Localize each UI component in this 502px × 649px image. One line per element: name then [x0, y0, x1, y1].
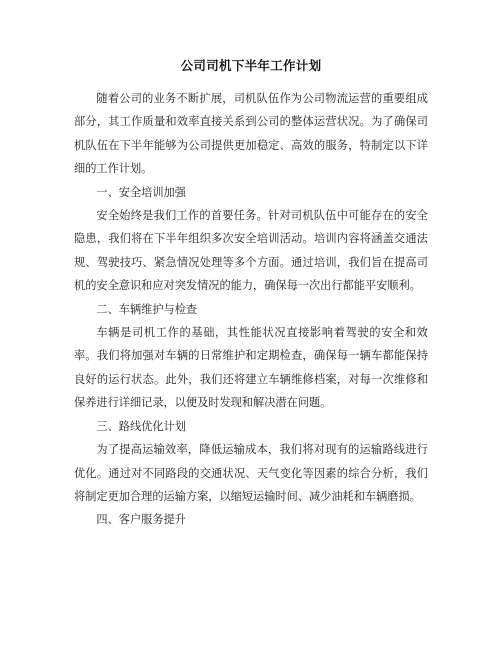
section-heading-vehicle-maintenance: 二、车辆维护与检查 — [96, 302, 198, 316]
document-page — [74, 55, 428, 532]
safety-training-paragraph: 安全始终是我们工作的首要任务。针对司机队伍中可能存在的安全隐患，我们将在下半年组织多次安全培训活动。培训内容将涵盖交通法规、驾驶技巧、紧急情况处理等多个方面。通过培训，我们旨在提高司机的安全意识和应对突发情况的能力，确保每一次出行都能平安顺利。 — [74, 209, 428, 293]
intro-paragraph: 随着公司的业务不断扩展，司机队伍作为公司物流运营的重要组成部分，其工作质量和效率直接关系到公司的整体运营状况。为了确保司机队伍在下半年能够为公司提供更加稳定、高效的服务，特制定以下详细的工作计划。 — [74, 92, 428, 176]
vehicle-maintenance-paragraph: 车辆是司机工作的基础，其性能状况直接影响着驾驶的安全和效率。我们将加强对车辆的日常维护和定期检查，确保每一辆车都能保持良好的运行状态。此外，我们还将建立车辆维修档案，对每一次维修和保养进行详细记录，以便及时发现和解决潜在问题。 — [74, 326, 428, 410]
section-heading-safety-training: 一、安全培训加强 — [96, 185, 186, 199]
document-title: 公司司机下半年工作计划 — [180, 58, 322, 73]
route-optimization-paragraph: 为了提高运输效率，降低运输成本，我们将对现有的运输路线进行优化。通过对不同路段的交通状况、天气变化等因素的综合分析，我们将制定更加合理的运输方案，以缩短运输时间、减少油耗和车辆磨损。 — [74, 443, 428, 503]
section-heading-customer-service: 四、客户服务提升 — [96, 513, 186, 527]
section-heading-route-optimization: 三、路线优化计划 — [96, 419, 186, 433]
